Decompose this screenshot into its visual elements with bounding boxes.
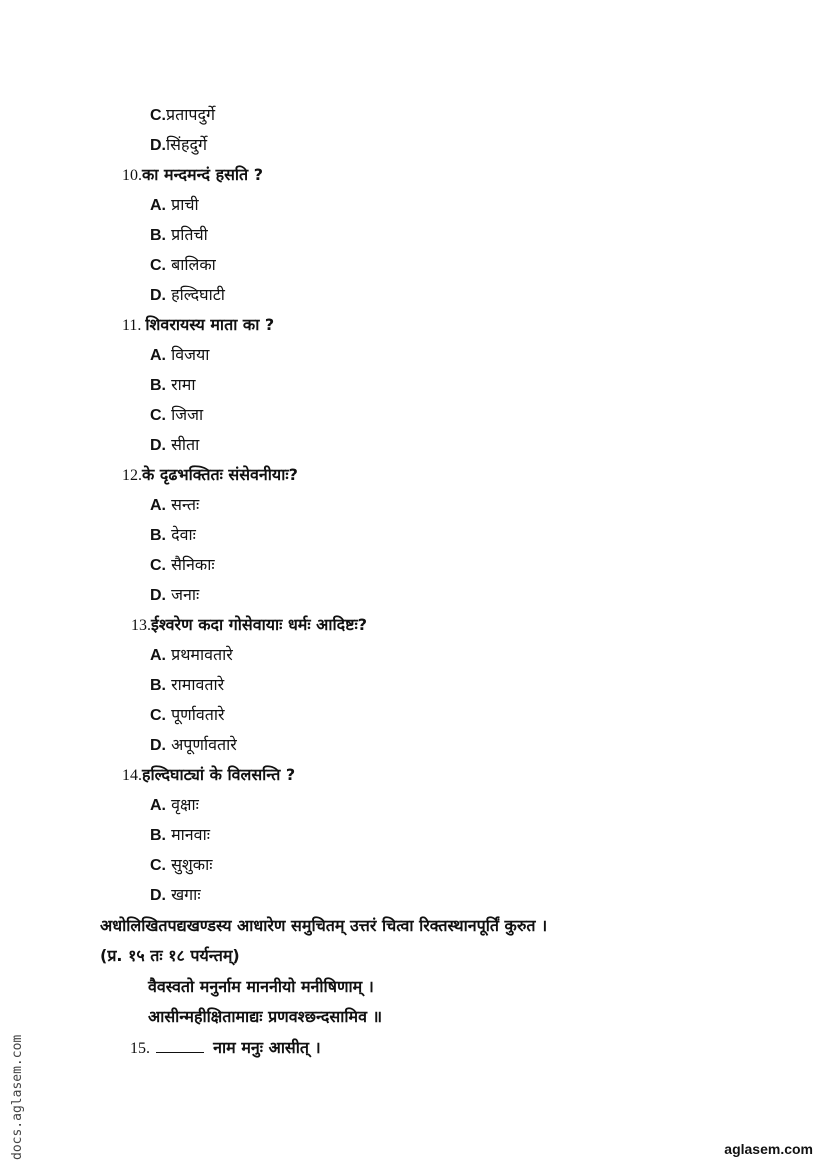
option-text: खगाः bbox=[166, 885, 201, 904]
question-item bbox=[122, 765, 295, 786]
question-item bbox=[122, 165, 263, 186]
option-text: वृक्षाः bbox=[166, 795, 199, 814]
answer-option bbox=[150, 345, 209, 366]
option-text: प्रथमावतारे bbox=[166, 645, 233, 664]
question-text: हल्दिघाट्यां के विलसन्ति ? bbox=[142, 765, 296, 784]
fill-blank bbox=[156, 1038, 204, 1053]
question-range: (प्र. १५ तः १८ पर्यन्तम्) bbox=[100, 946, 240, 965]
question-item bbox=[122, 465, 298, 486]
option-text: सिंहदुर्गे bbox=[166, 135, 207, 154]
option-letter: C. bbox=[150, 107, 166, 124]
option-letter: C. bbox=[150, 857, 166, 874]
answer-option bbox=[150, 285, 225, 306]
option-letter: A. bbox=[150, 197, 166, 214]
option-letter: B. bbox=[150, 677, 166, 694]
option-letter: A. bbox=[150, 647, 166, 664]
answer-option bbox=[150, 525, 196, 546]
question-number: 12. bbox=[122, 467, 142, 484]
option-text: विजया bbox=[166, 345, 210, 364]
option-letter: C. bbox=[150, 557, 166, 574]
option-text: सन्तः bbox=[166, 495, 200, 514]
footer-brand: aglasem.com bbox=[724, 1141, 813, 1157]
option-text: पूर्णावतारे bbox=[166, 705, 225, 724]
question-text: का मन्दमन्दं हसति ? bbox=[142, 165, 264, 184]
question-15 bbox=[130, 1038, 321, 1059]
question-number: 11. bbox=[122, 317, 146, 334]
option-text: प्रतिची bbox=[166, 225, 208, 244]
answer-option bbox=[150, 795, 199, 816]
answer-option bbox=[150, 495, 199, 516]
verse-line-2: आसीन्महीक्षितामाद्यः प्रणवश्छन्दसामिव ॥ bbox=[148, 1007, 383, 1026]
watermark-text: docs.aglasem.com bbox=[10, 1034, 25, 1160]
question-text: के दृढभक्तितः संसेवनीयाः? bbox=[142, 465, 298, 484]
option-letter: A. bbox=[150, 347, 166, 364]
answer-option bbox=[150, 825, 210, 846]
verse-line-1: वैवस्वतो मनुर्नाम माननीयो मनीषिणाम् । bbox=[148, 977, 374, 996]
option-text: देवाः bbox=[166, 525, 196, 544]
answer-option bbox=[150, 105, 215, 126]
answer-option bbox=[150, 555, 215, 576]
option-letter: A. bbox=[150, 497, 166, 514]
option-letter: B. bbox=[150, 377, 166, 394]
option-text: सुशुकाः bbox=[166, 855, 213, 874]
answer-option bbox=[150, 645, 233, 666]
question-number: 14. bbox=[122, 767, 142, 784]
option-letter: C. bbox=[150, 257, 166, 274]
option-letter: D. bbox=[150, 737, 166, 754]
option-letter: C. bbox=[150, 407, 166, 424]
question-number: 15. bbox=[130, 1040, 150, 1057]
option-text: सीता bbox=[166, 435, 200, 454]
option-text: हल्दिघाटी bbox=[166, 285, 225, 304]
answer-option bbox=[150, 705, 225, 726]
option-text: जिजा bbox=[166, 405, 204, 424]
option-text: अपूर्णावतारे bbox=[166, 735, 237, 754]
option-letter: B. bbox=[150, 527, 166, 544]
answer-option bbox=[150, 255, 216, 276]
option-text: प्राची bbox=[166, 195, 199, 214]
option-text: प्रतापदुर्गे bbox=[166, 105, 215, 124]
option-text: जनाः bbox=[166, 585, 200, 604]
question-text: नाम मनुः आसीत् । bbox=[213, 1038, 321, 1057]
option-letter: D. bbox=[150, 437, 166, 454]
question-number: 10. bbox=[122, 167, 142, 184]
option-letter: D. bbox=[150, 887, 166, 904]
answer-option bbox=[150, 225, 208, 246]
option-letter: D. bbox=[150, 587, 166, 604]
answer-option bbox=[150, 735, 237, 756]
answer-option bbox=[150, 375, 196, 396]
option-text: सैनिकाः bbox=[166, 555, 215, 574]
option-text: रामा bbox=[166, 375, 196, 394]
answer-option bbox=[150, 195, 199, 216]
answer-option bbox=[150, 435, 199, 456]
answer-option bbox=[150, 585, 199, 606]
question-text: शिवरायस्य माता का ? bbox=[145, 315, 275, 334]
question-item bbox=[131, 615, 367, 636]
answer-option bbox=[150, 885, 201, 906]
option-text: मानवाः bbox=[166, 825, 210, 844]
answer-option bbox=[150, 405, 203, 426]
option-text: रामावतारे bbox=[166, 675, 225, 694]
option-letter: B. bbox=[150, 227, 166, 244]
question-item bbox=[122, 315, 274, 336]
question-number: 13. bbox=[131, 617, 151, 634]
answer-option bbox=[150, 855, 212, 876]
option-letter: D. bbox=[150, 287, 166, 304]
option-letter: A. bbox=[150, 797, 166, 814]
option-letter: B. bbox=[150, 827, 166, 844]
option-letter: C. bbox=[150, 707, 166, 724]
option-text: बालिका bbox=[166, 255, 216, 274]
answer-option bbox=[150, 675, 224, 696]
option-letter: D. bbox=[150, 137, 166, 154]
answer-option bbox=[150, 135, 207, 156]
question-text: ईश्वरेण कदा गोसेवायाः धर्मः आदिष्टः? bbox=[151, 615, 368, 634]
instruction-text: अधोलिखितपद्यखण्डस्य आधारेण समुचितम् उत्तरं चित्वा रिक्तस्थानपूर्तिं कुरुत । bbox=[100, 916, 548, 935]
